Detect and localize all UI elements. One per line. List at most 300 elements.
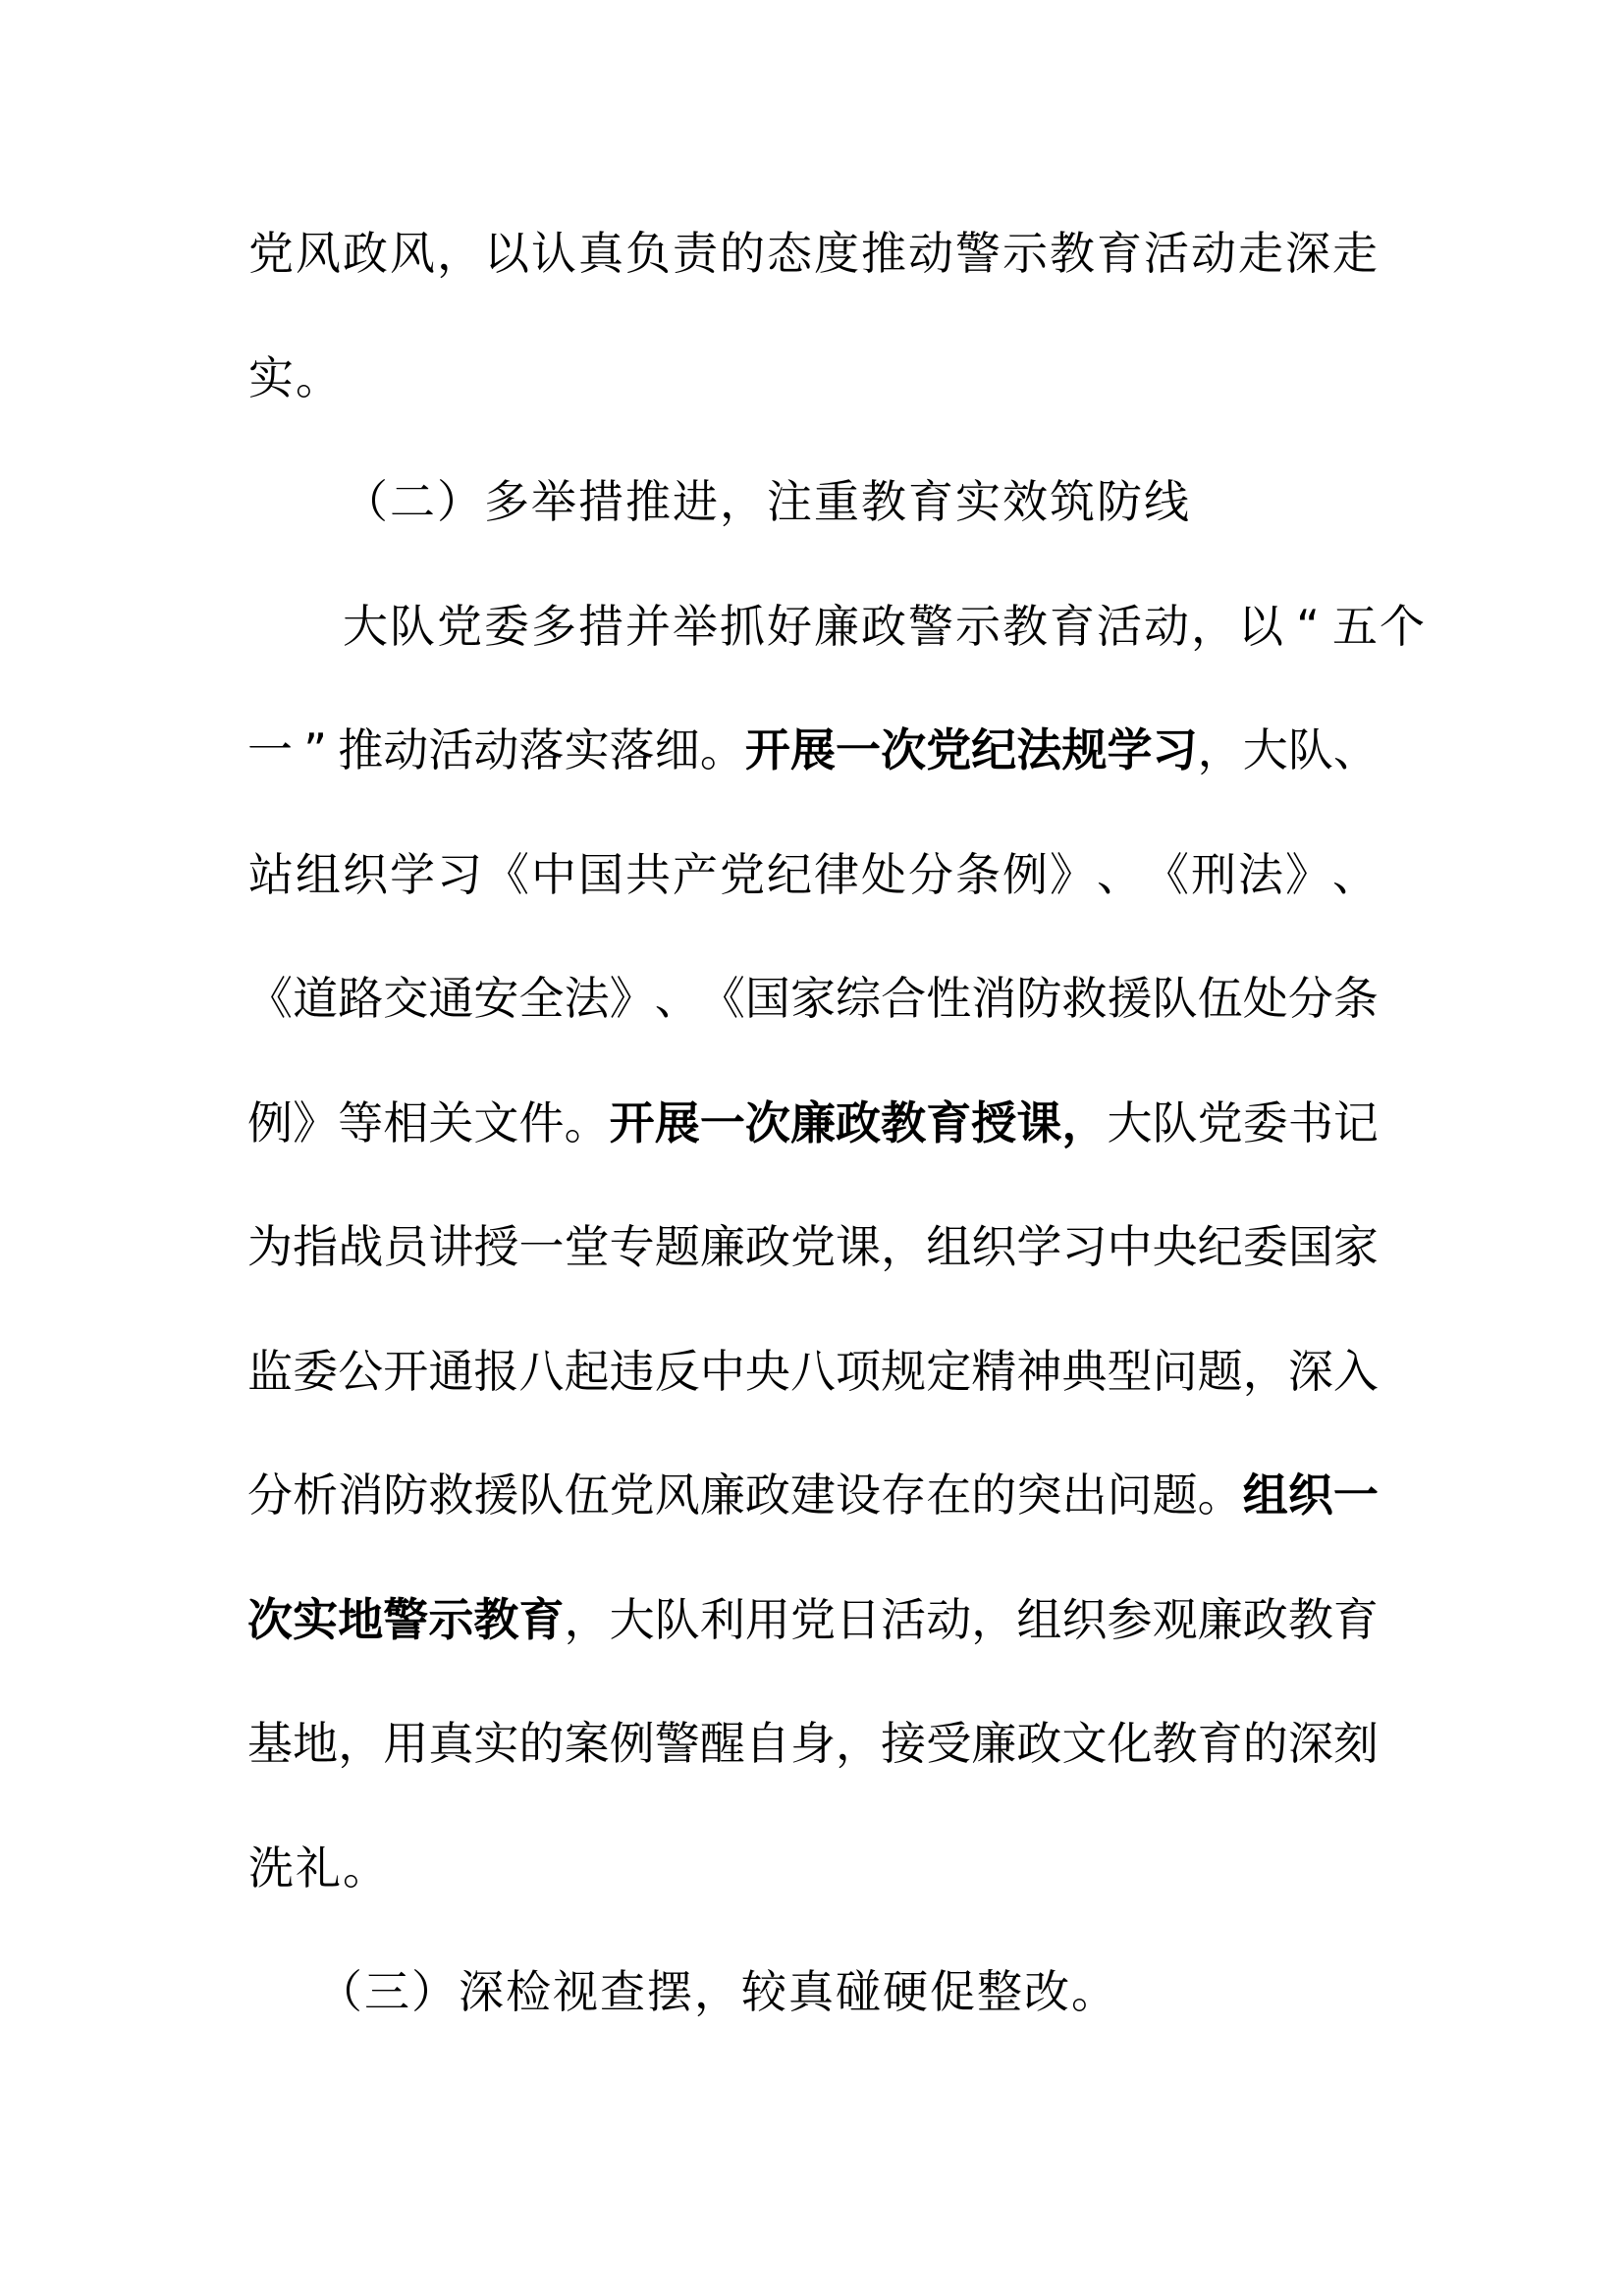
char: 队	[1152, 1095, 1198, 1149]
char: 专	[609, 1220, 655, 1273]
char: 廉	[814, 599, 859, 653]
char: 警	[955, 227, 1001, 280]
bold-char: 规	[1061, 723, 1108, 776]
char: 。	[699, 723, 745, 776]
char: 并	[625, 599, 671, 653]
text-line	[247, 1433, 1379, 1558]
text-line	[247, 1185, 1379, 1309]
char: 关	[428, 1095, 474, 1149]
bold-char: 示	[428, 1592, 474, 1646]
char: 伍	[1197, 972, 1243, 1025]
char: 习	[1061, 1220, 1108, 1273]
line-content	[247, 564, 1426, 689]
char: 教	[1050, 227, 1095, 280]
char: 织	[343, 847, 388, 901]
char: 育	[1050, 599, 1095, 653]
line-content	[247, 1558, 1379, 1682]
char: 《	[484, 847, 529, 901]
bold-char: 学	[1107, 723, 1153, 776]
char: 《	[699, 972, 745, 1025]
char: 观	[1152, 1592, 1198, 1646]
text-line	[247, 688, 1379, 813]
bold-char: 警	[383, 1592, 429, 1646]
char: 援	[1107, 972, 1153, 1025]
char: 。	[1071, 1965, 1116, 2018]
char: 二	[390, 475, 435, 528]
char: 育	[1197, 1717, 1243, 1770]
char: 为	[247, 1220, 294, 1273]
section-heading	[247, 440, 1379, 564]
char: 安	[473, 972, 519, 1025]
char: 站	[248, 847, 294, 901]
char: 国	[1287, 1220, 1333, 1273]
char: 、	[1332, 723, 1379, 776]
char: 突	[1016, 1468, 1062, 1522]
char: 委	[1242, 1220, 1288, 1273]
char: 伍	[564, 1468, 610, 1522]
char: 的	[971, 1468, 1017, 1522]
char: 讲	[428, 1220, 474, 1273]
char: 大	[343, 599, 388, 653]
char: 救	[1061, 972, 1108, 1025]
char: ，	[881, 1220, 927, 1273]
char: 队	[518, 1468, 565, 1522]
char: ，	[720, 475, 765, 528]
char: 授	[473, 1220, 519, 1273]
char: 监	[247, 1344, 294, 1398]
text-line	[247, 1309, 1379, 1434]
bold-char: 展	[654, 1095, 700, 1149]
bold-char: 次	[881, 723, 927, 776]
char: 度	[814, 227, 859, 280]
char: 援	[473, 1468, 519, 1522]
char: 用	[383, 1717, 429, 1770]
char: 组	[926, 1220, 972, 1273]
char: 醒	[699, 1717, 745, 1770]
char: 查	[600, 1965, 645, 2018]
char: 党	[248, 227, 294, 280]
char: 党	[1197, 1095, 1243, 1149]
char: 指	[293, 1220, 339, 1273]
char: 实	[473, 1717, 519, 1770]
char: 等	[338, 1095, 384, 1149]
text-line	[247, 1061, 1379, 1186]
char: 国	[578, 847, 623, 901]
bold-char: 法	[1016, 723, 1062, 776]
char: 抓	[720, 599, 765, 653]
char: 分	[1287, 972, 1333, 1025]
char: 文	[1061, 1717, 1108, 1770]
char: 效	[1002, 475, 1048, 528]
char: 参	[1107, 1592, 1153, 1646]
char: 多	[484, 475, 529, 528]
char: 三	[364, 1965, 409, 2018]
char: 廉	[1197, 1592, 1243, 1646]
char: 习	[437, 847, 482, 901]
char: 的	[720, 227, 765, 280]
char: 接	[881, 1717, 927, 1770]
char: 改	[1024, 1965, 1069, 2018]
char: 深	[1287, 1344, 1333, 1398]
text-line	[247, 1558, 1379, 1682]
char: 警	[654, 1717, 700, 1770]
char: 洗	[248, 1841, 294, 1895]
char: 真	[578, 227, 623, 280]
char: 措	[578, 475, 623, 528]
char: 育	[1332, 1592, 1379, 1646]
bold-char: 育	[518, 1592, 565, 1646]
char: 教	[1152, 1717, 1198, 1770]
bold-char: 廉	[789, 1095, 836, 1149]
char: 育	[1097, 227, 1142, 280]
bold-char: 次	[247, 1592, 294, 1646]
char: 入	[1332, 1344, 1379, 1398]
char: 摆	[647, 1965, 692, 2018]
char: 风	[296, 227, 341, 280]
char: 。	[564, 1095, 610, 1149]
bold-char: 育	[926, 1095, 972, 1149]
char: 真	[428, 1717, 474, 1770]
text-line	[247, 316, 1379, 441]
char: 一	[518, 1220, 565, 1273]
char: 文	[473, 1095, 519, 1149]
char: 队	[654, 1592, 700, 1646]
bold-char: 教	[473, 1592, 519, 1646]
line-content	[247, 1930, 1379, 2055]
char: 育	[908, 475, 953, 528]
char: 示	[1002, 227, 1048, 280]
char: 走	[1238, 227, 1283, 280]
char: 政	[744, 1220, 790, 1273]
char: ）	[411, 1965, 457, 2018]
char: 较	[741, 1965, 786, 2018]
char: 家	[1332, 1220, 1379, 1273]
char: 、	[1097, 847, 1142, 901]
line-content	[247, 688, 1379, 813]
char: 中	[531, 847, 576, 901]
char: 中	[699, 1344, 745, 1398]
char: 》	[293, 1095, 339, 1149]
char: 实	[955, 475, 1001, 528]
char: 存	[881, 1468, 927, 1522]
char: 好	[767, 599, 812, 653]
char: 身	[789, 1717, 836, 1770]
char: 刑	[1191, 847, 1236, 901]
char: 防	[1097, 475, 1142, 528]
char: ，	[437, 227, 482, 280]
char: 记	[1332, 1095, 1379, 1149]
char: 动	[473, 723, 519, 776]
char: 廉	[699, 1468, 745, 1522]
char: 条	[1332, 972, 1379, 1025]
char: 党	[437, 599, 482, 653]
char: 在	[926, 1468, 972, 1522]
bold-char: 一	[1332, 1468, 1379, 1522]
char: 委	[484, 599, 529, 653]
char: 通	[428, 972, 474, 1025]
char: 规	[881, 1344, 927, 1398]
bold-char: 地	[338, 1592, 384, 1646]
char: 中	[1107, 1220, 1153, 1273]
char: 视	[553, 1965, 598, 2018]
char: 廉	[699, 1220, 745, 1273]
char: 政	[744, 1468, 790, 1522]
char: 个	[1380, 599, 1425, 653]
bold-char: 教	[881, 1095, 927, 1149]
char: 路	[338, 972, 384, 1025]
char: 设	[836, 1468, 882, 1522]
bold-char: 实	[293, 1592, 339, 1646]
char: ”	[303, 723, 328, 776]
char: 党	[609, 1468, 655, 1522]
char: 八	[518, 1344, 565, 1398]
char: 通	[428, 1344, 474, 1398]
char: 出	[1061, 1468, 1108, 1522]
char: 报	[473, 1344, 519, 1398]
char: 防	[1016, 972, 1062, 1025]
char: 救	[428, 1468, 474, 1522]
char: 五	[1332, 599, 1378, 653]
char: 政	[1242, 1592, 1288, 1646]
char: 书	[1287, 1095, 1333, 1149]
bold-char: 开	[609, 1095, 655, 1149]
char: ，	[971, 1592, 1017, 1646]
char: 全	[518, 972, 565, 1025]
char: ，	[1191, 599, 1236, 653]
char: 的	[1242, 1717, 1288, 1770]
line-content	[247, 1309, 1379, 1434]
char: 国	[744, 972, 790, 1025]
char: 组	[296, 847, 341, 901]
char: 处	[861, 847, 906, 901]
char: 产	[673, 847, 718, 901]
char: 大	[1242, 723, 1288, 776]
char: 法	[564, 972, 610, 1025]
text-line	[247, 1682, 1379, 1806]
char: 典	[1061, 1344, 1108, 1398]
char: 央	[1152, 1220, 1198, 1273]
char: 、	[1332, 847, 1378, 901]
char: 题	[654, 1220, 700, 1273]
char: 相	[383, 1095, 429, 1149]
line-content	[247, 936, 1379, 1061]
char: 以	[1238, 599, 1283, 653]
char: 学	[390, 847, 435, 901]
char: 走	[1332, 227, 1378, 280]
char: 化	[1107, 1717, 1153, 1770]
char: 大	[609, 1592, 655, 1646]
char: 员	[383, 1220, 429, 1273]
char: 教	[1002, 599, 1048, 653]
bold-char: ，	[1061, 1095, 1108, 1149]
char: 违	[609, 1344, 655, 1398]
char: 公	[338, 1344, 384, 1398]
char: 教	[1287, 1592, 1333, 1646]
char: 定	[926, 1344, 972, 1398]
bold-char: 一	[699, 1095, 745, 1149]
char: 动	[908, 227, 953, 280]
char: 线	[1144, 475, 1189, 528]
text-line	[247, 1806, 1379, 1931]
char: ）	[437, 475, 482, 528]
char: 《	[247, 972, 294, 1025]
char: 政	[861, 599, 906, 653]
line-content	[247, 1433, 1379, 1558]
char: 反	[654, 1344, 700, 1398]
char: 消	[971, 972, 1017, 1025]
bold-char: 纪	[971, 723, 1017, 776]
char: 问	[1152, 1344, 1198, 1398]
char: 综	[836, 972, 882, 1025]
line-content	[247, 191, 1379, 316]
text-line	[247, 564, 1425, 689]
char: 》	[609, 972, 655, 1025]
char: 。	[343, 1841, 388, 1895]
char: 基	[247, 1717, 294, 1770]
char: 型	[1107, 1344, 1153, 1398]
char: 建	[789, 1468, 836, 1522]
char: 深	[459, 1965, 504, 2018]
bold-char: 授	[971, 1095, 1017, 1149]
bold-char: 课	[1016, 1095, 1062, 1149]
char: 消	[338, 1468, 384, 1522]
char: 推	[625, 475, 671, 528]
line-content	[247, 440, 1379, 564]
char: 例	[609, 1717, 655, 1770]
char: 纪	[1197, 1220, 1243, 1273]
char: 进	[673, 475, 718, 528]
char: 党	[789, 1592, 836, 1646]
char: ，	[694, 1965, 739, 2018]
char: 动	[1191, 227, 1236, 280]
char: 组	[1016, 1592, 1062, 1646]
char: ，	[338, 1717, 384, 1770]
char: 示	[955, 599, 1001, 653]
char: ，	[1242, 1344, 1288, 1398]
char: 神	[1016, 1344, 1062, 1398]
bold-char: 展	[789, 723, 836, 776]
char: 。	[296, 350, 341, 404]
char: 落	[518, 723, 565, 776]
line-content	[247, 1682, 1379, 1806]
char: 的	[518, 1717, 565, 1770]
char: 《	[1144, 847, 1189, 901]
char: 碰	[836, 1965, 881, 2018]
char: 责	[673, 227, 718, 280]
char: 织	[1061, 1592, 1108, 1646]
char: 队	[390, 599, 435, 653]
char: 实	[248, 350, 294, 404]
char: 处	[1242, 972, 1288, 1025]
char: 深	[1285, 227, 1330, 280]
char: 》	[1050, 847, 1095, 901]
char: 态	[767, 227, 812, 280]
char: 分	[908, 847, 953, 901]
char: 道	[293, 972, 339, 1025]
char: 央	[744, 1344, 790, 1398]
line-content	[247, 1806, 1379, 1931]
char: 细	[654, 723, 700, 776]
text-line	[247, 936, 1379, 1061]
document-body	[247, 191, 1425, 2055]
char: 堂	[564, 1220, 610, 1273]
line-content	[247, 316, 1379, 441]
char: 推	[861, 227, 906, 280]
char: 真	[788, 1965, 834, 2018]
char: 检	[506, 1965, 551, 2018]
char: 自	[744, 1717, 790, 1770]
char: 交	[383, 972, 429, 1025]
char: （	[317, 1965, 362, 2018]
char: 礼	[296, 1841, 341, 1895]
char: 认	[531, 227, 576, 280]
char: 家	[789, 972, 836, 1025]
char: 地	[293, 1717, 339, 1770]
char: （	[343, 475, 388, 528]
char: 活	[428, 723, 474, 776]
char: 共	[625, 847, 671, 901]
char: 注	[767, 475, 812, 528]
char: 利	[699, 1592, 745, 1646]
line-content	[247, 813, 1379, 937]
char: 开	[383, 1344, 429, 1398]
char: 措	[578, 599, 623, 653]
char: 活	[1144, 227, 1189, 280]
char: 。	[1197, 1468, 1243, 1522]
bold-char: 组	[1242, 1468, 1288, 1522]
char: 项	[836, 1344, 882, 1398]
char: 整	[977, 1965, 1022, 2018]
char: 析	[293, 1468, 339, 1522]
char: 落	[609, 723, 655, 776]
section-heading	[247, 1930, 1379, 2055]
char: 例	[247, 1095, 294, 1149]
char: 战	[338, 1220, 384, 1273]
bold-char: 开	[744, 723, 790, 776]
char: 实	[564, 723, 610, 776]
char: 纪	[767, 847, 812, 901]
char: 深	[1287, 1717, 1333, 1770]
char: 分	[247, 1468, 294, 1522]
char: 廉	[971, 1717, 1017, 1770]
char: 举	[673, 599, 718, 653]
char: 动	[383, 723, 429, 776]
char: 重	[814, 475, 859, 528]
char: 政	[343, 227, 388, 280]
char: 促	[930, 1965, 975, 2018]
char: 委	[293, 1344, 339, 1398]
char: 课	[836, 1220, 882, 1273]
char: 活	[1097, 599, 1142, 653]
char: 题	[1152, 1468, 1198, 1522]
char: 负	[625, 227, 671, 280]
char: 以	[484, 227, 529, 280]
char: 起	[564, 1344, 610, 1398]
char: 多	[531, 599, 576, 653]
char: 学	[1016, 1220, 1062, 1273]
char: 件	[518, 1095, 565, 1149]
char: 案	[564, 1717, 610, 1770]
char: 日	[836, 1592, 882, 1646]
bold-char: 次	[744, 1095, 790, 1149]
char: 风	[390, 227, 435, 280]
char: 硬	[883, 1965, 928, 2018]
char: 推	[338, 723, 384, 776]
bold-char: 织	[1287, 1468, 1333, 1522]
char: 条	[955, 847, 1001, 901]
char: 筑	[1050, 475, 1095, 528]
char: ，	[1197, 723, 1243, 776]
